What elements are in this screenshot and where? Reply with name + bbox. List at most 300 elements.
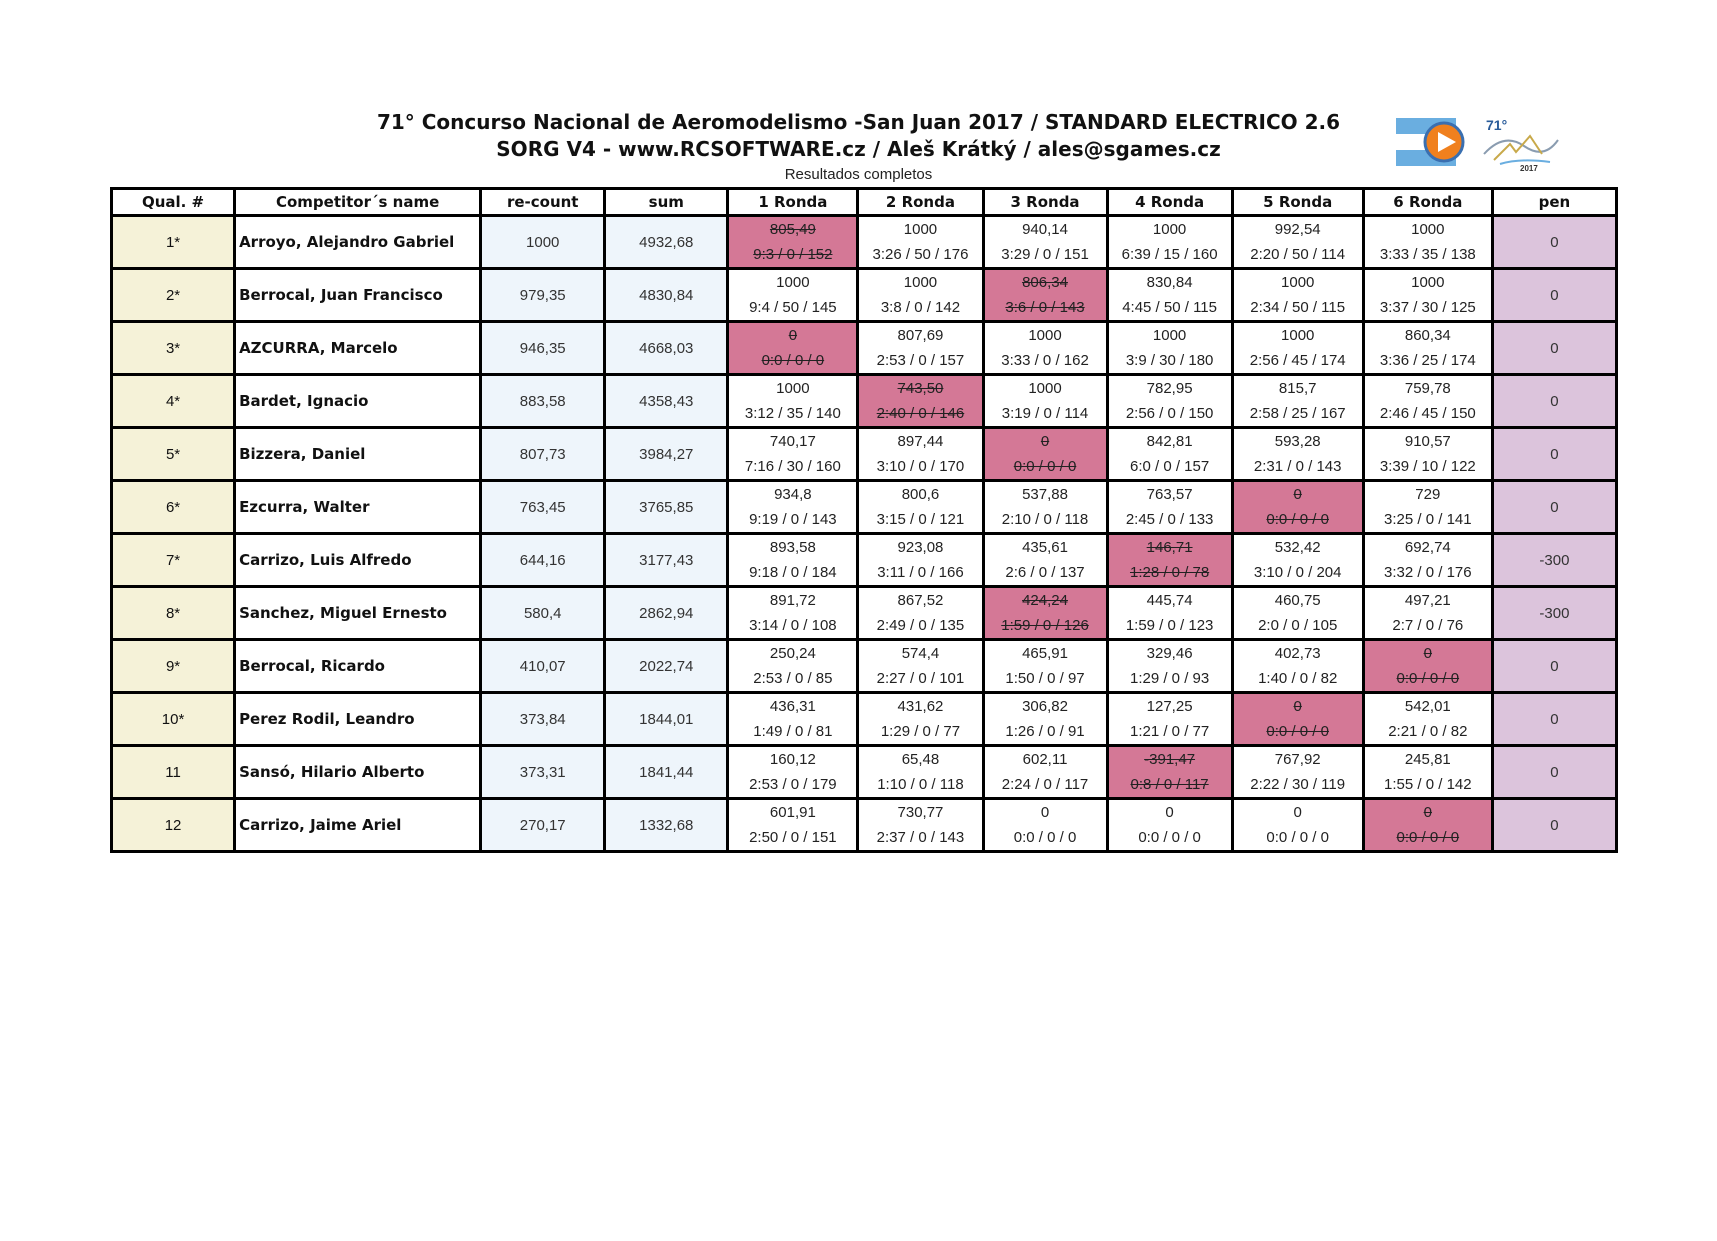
round-score: 992,54 [1274,221,1321,238]
round-score: 250,24 [769,645,816,662]
round-score: 0 [1040,804,1050,821]
round-detail: 0:0 / 0 / 0 [1396,670,1460,687]
recount-cell: 644,16 [481,534,605,587]
round-score: 1000 [1028,327,1062,344]
round-score: 431,62 [897,698,944,715]
sum-cell: 2862,94 [605,587,728,640]
round-5-cell [1232,269,1363,322]
sum-cell: 3984,27 [605,428,728,481]
round-score: 497,21 [1404,592,1451,609]
sum-cell: 3765,85 [605,481,728,534]
round-6-cell [1363,746,1492,799]
recount-cell: 410,07 [481,640,605,693]
round-score: 860,34 [1404,327,1451,344]
round-5-cell [1232,375,1363,428]
round-score: 1000 [1281,327,1315,344]
round-score: 807,69 [897,327,944,344]
competitor-name-cell: Ezcurra, Walter [235,481,481,534]
round-detail: 3:14 / 0 / 108 [749,617,837,634]
round-detail: 1:59 / 0 / 126 [1001,617,1089,634]
round-6-cell [1363,216,1492,269]
round-detail: 3:33 / 35 / 138 [1379,246,1476,263]
round-detail: 1:21 / 0 / 77 [1129,723,1210,740]
round-score: 806,34 [1022,274,1068,291]
round-3-cell [983,481,1107,534]
round-2-cell [858,481,983,534]
round-score: 830,84 [1146,274,1193,291]
round-detail: 2:7 / 0 / 76 [1392,617,1464,634]
round-4-cell [1107,640,1232,693]
round-detail: 2:6 / 0 / 137 [1005,564,1085,581]
round-score: 1000 [903,221,938,238]
sum-cell: 1844,01 [605,693,728,746]
competitor-name-cell: AZCURRA, Marcelo [235,322,481,375]
recount-cell: 1000 [481,216,605,269]
round-score: 1000 [903,274,938,291]
round-score: -391,47 [1144,751,1196,768]
penalty-cell: 0 [1492,693,1616,746]
contest-logo-number: 71° [1486,117,1508,133]
round-score: 729 [1415,486,1441,503]
round-6-cell [1363,693,1492,746]
round-3-cell [983,534,1107,587]
competitor-name-cell: Bardet, Ignacio [235,375,481,428]
qual-cell: 5* [112,428,235,481]
qual-cell: 6* [112,481,235,534]
round-score: 0 [1293,698,1302,715]
round-detail: 3:12 / 35 / 140 [744,405,841,422]
round-3-cell [983,799,1107,852]
round-score: 740,17 [769,433,816,450]
penalty-cell: 0 [1492,428,1616,481]
round-detail: 3:26 / 50 / 176 [872,246,969,263]
round-score: 542,01 [1404,698,1451,715]
round-detail: 3:10 / 0 / 170 [876,458,965,475]
round-detail: 3:15 / 0 / 121 [876,511,965,528]
round-detail: 7:16 / 30 / 160 [744,458,841,475]
round-detail: 0:0 / 0 / 0 [1266,723,1329,740]
round-2-cell [858,693,983,746]
round-2-cell [858,534,983,587]
table-header-row [112,189,1617,216]
round-detail: 2:50 / 0 / 151 [749,829,837,846]
round-detail: 1:55 / 0 / 142 [1384,776,1472,793]
round-detail: 0:0 / 0 / 0 [1396,829,1460,846]
table-row [112,269,1617,322]
competitor-name-cell: Berrocal, Juan Francisco [235,269,481,322]
round-detail: 2:10 / 0 / 118 [1001,511,1089,528]
round-detail: 1:50 / 0 / 97 [1005,670,1085,687]
round-score: 891,72 [769,592,816,609]
round-4-cell [1107,799,1232,852]
round-score: 867,52 [897,592,944,609]
round-score: 1000 [1411,274,1445,291]
round-detail: 3:11 / 0 / 166 [877,564,964,581]
column-header-pen: pen [1492,189,1616,216]
round-detail: 1:49 / 0 / 81 [753,723,833,740]
round-2-cell [858,322,983,375]
qual-cell: 12 [112,799,235,852]
qual-cell: 9* [112,640,235,693]
round-2-cell [858,428,983,481]
penalty-cell: 0 [1492,746,1616,799]
round-detail: 0:0 / 0 / 0 [1266,829,1329,846]
round-3-cell [983,375,1107,428]
round-score: 692,74 [1404,539,1451,556]
round-detail: 3:9 / 30 / 180 [1125,352,1214,369]
column-header-round-6: 6 Ronda [1363,189,1492,216]
results-body [112,216,1617,852]
round-score: 767,92 [1274,751,1321,768]
qual-cell: 3* [112,322,235,375]
round-detail: 2:40 / 0 / 146 [876,405,965,422]
round-3-cell [983,587,1107,640]
round-4-cell [1107,693,1232,746]
table-row [112,322,1617,375]
round-score: 897,44 [897,433,944,450]
competitor-name-cell: Carrizo, Luis Alfredo [235,534,481,587]
round-detail: 2:58 / 25 / 167 [1249,405,1346,422]
round-score: 759,78 [1404,380,1451,397]
penalty-cell: 0 [1492,799,1616,852]
round-6-cell [1363,375,1492,428]
round-detail: 0:8 / 0 / 117 [1130,776,1209,793]
qual-cell: 2* [112,269,235,322]
round-detail: 0:0 / 0 / 0 [1266,511,1329,528]
round-score: 0 [1040,433,1050,450]
round-detail: 2:27 / 0 / 101 [876,670,965,687]
round-score: 424,24 [1022,592,1068,609]
competitor-name-cell: Arroyo, Alejandro Gabriel [235,216,481,269]
round-score: 1000 [776,380,810,397]
round-1-cell [728,587,858,640]
round-5-cell [1232,693,1363,746]
round-score: 1000 [1281,274,1315,291]
competitor-name-cell: Bizzera, Daniel [235,428,481,481]
round-5-cell [1232,746,1363,799]
table-row [112,481,1617,534]
round-detail: 2:20 / 50 / 114 [1250,246,1346,263]
round-score: 402,73 [1274,645,1321,662]
round-2-cell [858,216,983,269]
round-2-cell [858,587,983,640]
round-score: 800,6 [901,486,940,503]
round-score: 0 [788,327,798,344]
sum-cell: 4932,68 [605,216,728,269]
penalty-cell: 0 [1492,375,1616,428]
round-detail: 2:56 / 45 / 174 [1249,352,1346,369]
round-detail: 1:40 / 0 / 82 [1258,670,1338,687]
recount-cell: 946,35 [481,322,605,375]
round-4-cell [1107,534,1232,587]
column-header-round-1: 1 Ronda [728,189,858,216]
qual-cell: 4* [112,375,235,428]
round-detail: 3:32 / 0 / 176 [1384,564,1472,581]
round-detail: 1:26 / 0 / 91 [1005,723,1085,740]
column-header-round-4: 4 Ronda [1107,189,1232,216]
round-detail: 1:10 / 0 / 118 [877,776,964,793]
round-detail: 2:22 / 30 / 119 [1250,776,1346,793]
round-detail: 2:53 / 0 / 157 [876,352,965,369]
round-1-cell [728,534,858,587]
round-4-cell [1107,481,1232,534]
round-3-cell [983,693,1107,746]
round-score: 460,75 [1274,592,1321,609]
round-2-cell [858,269,983,322]
round-5-cell [1232,640,1363,693]
round-score: 763,57 [1146,486,1193,503]
penalty-cell: 0 [1492,481,1616,534]
round-detail: 1:59 / 0 / 123 [1125,617,1214,634]
round-3-cell [983,640,1107,693]
round-score: 1000 [1028,380,1062,397]
round-detail: 3:33 / 0 / 162 [1001,352,1089,369]
round-5-cell [1232,481,1363,534]
round-6-cell [1363,799,1492,852]
recount-cell: 580,4 [481,587,605,640]
competitor-name-cell: Perez Rodil, Leandro [235,693,481,746]
round-detail: 9:4 / 50 / 145 [749,299,837,316]
round-1-cell [728,481,858,534]
round-5-cell [1232,534,1363,587]
column-header-round-3: 3 Ronda [983,189,1107,216]
round-score: 532,42 [1274,539,1321,556]
round-score: 940,14 [1022,221,1068,238]
sum-cell: 1332,68 [605,799,728,852]
sum-cell: 1841,44 [605,746,728,799]
round-score: 0 [1293,804,1302,821]
column-header-qual: Qual. # [112,189,235,216]
round-3-cell [983,322,1107,375]
round-6-cell [1363,322,1492,375]
round-detail: 2:46 / 45 / 150 [1379,405,1476,422]
round-score: 730,77 [897,804,944,821]
round-detail: 1:28 / 0 / 78 [1129,564,1210,581]
round-3-cell [983,269,1107,322]
table-row [112,428,1617,481]
round-score: 435,61 [1022,539,1068,556]
round-score: 923,08 [897,539,944,556]
round-5-cell [1232,428,1363,481]
qual-cell: 7* [112,534,235,587]
round-4-cell [1107,587,1232,640]
round-score: 465,91 [1022,645,1068,662]
round-4-cell [1107,746,1232,799]
round-detail: 3:39 / 10 / 122 [1379,458,1476,475]
round-score: 934,8 [774,486,812,503]
round-1-cell [728,216,858,269]
round-score: 593,28 [1274,433,1321,450]
round-5-cell [1232,587,1363,640]
table-row [112,640,1617,693]
round-1-cell [728,693,858,746]
round-detail: 0:0 / 0 / 0 [1138,829,1201,846]
document-title: 71° Concurso Nacional de Aeromodelismo -San Juan 2017 / STANDARD ELECTRICO 2.6 [376,110,1341,134]
table-row [112,746,1617,799]
round-score: 842,81 [1146,433,1193,450]
recount-cell: 270,17 [481,799,605,852]
round-3-cell [983,746,1107,799]
round-detail: 0:0 / 0 / 0 [1013,458,1077,475]
competitor-name-cell: Sanchez, Miguel Ernesto [235,587,481,640]
round-2-cell [858,375,983,428]
round-4-cell [1107,216,1232,269]
round-score: 1000 [1152,327,1187,344]
round-detail: 2:53 / 0 / 85 [753,670,833,687]
penalty-cell: -300 [1492,587,1616,640]
sum-cell: 4358,43 [605,375,728,428]
competitor-name-cell: Berrocal, Ricardo [235,640,481,693]
round-score: 0 [1165,804,1174,821]
column-header-name: Competitor´s name [235,189,481,216]
round-score: 743,50 [897,380,944,397]
table-row [112,375,1617,428]
round-score: 782,95 [1146,380,1193,397]
round-detail: 3:6 / 0 / 143 [1005,299,1085,316]
round-score: 1000 [1411,221,1445,238]
round-4-cell [1107,269,1232,322]
recount-cell: 807,73 [481,428,605,481]
round-1-cell [728,746,858,799]
table-row [112,587,1617,640]
penalty-cell: 0 [1492,322,1616,375]
round-6-cell [1363,587,1492,640]
penalty-cell: 0 [1492,269,1616,322]
penalty-cell: 0 [1492,640,1616,693]
contest-logo-year: 2017 [1520,164,1538,172]
round-1-cell [728,375,858,428]
round-detail: 3:8 / 0 / 142 [880,299,961,316]
round-5-cell [1232,216,1363,269]
round-5-cell [1232,322,1363,375]
round-3-cell [983,428,1107,481]
round-detail: 6:0 / 0 / 157 [1129,458,1210,475]
round-detail: 9:19 / 0 / 143 [749,511,837,528]
round-score: 1000 [1152,221,1187,238]
round-detail: 2:34 / 50 / 115 [1250,299,1346,316]
round-detail: 2:45 / 0 / 133 [1125,511,1214,528]
round-2-cell [858,640,983,693]
round-1-cell [728,428,858,481]
round-detail: 3:37 / 30 / 125 [1379,299,1476,316]
table-row [112,534,1617,587]
round-5-cell [1232,799,1363,852]
round-detail: 2:37 / 0 / 143 [876,829,965,846]
round-score: 160,12 [769,751,816,768]
round-6-cell [1363,534,1492,587]
round-detail: 2:56 / 0 / 150 [1125,405,1214,422]
contest-logo-icon [1480,114,1560,172]
round-detail: 2:24 / 0 / 117 [1001,776,1089,793]
round-score: 0 [1423,804,1432,821]
column-header-round-5: 5 Ronda [1232,189,1363,216]
round-4-cell [1107,428,1232,481]
round-detail: 1:29 / 0 / 93 [1129,670,1210,687]
round-score: 329,46 [1146,645,1193,662]
round-score: 146,71 [1146,539,1193,556]
round-2-cell [858,799,983,852]
round-4-cell [1107,322,1232,375]
recount-cell: 979,35 [481,269,605,322]
document-subtitle-software: SORG V4 - www.RCSOFTWARE.cz / Aleš Krátký / ales@sgames.cz [496,137,1221,161]
round-detail: 0:0 / 0 / 0 [761,352,825,369]
round-detail: 3:10 / 0 / 204 [1253,564,1342,581]
round-1-cell [728,640,858,693]
round-score: 602,11 [1022,751,1068,768]
qual-cell: 10* [112,693,235,746]
round-detail: 3:19 / 0 / 114 [1001,405,1089,422]
round-score: 805,49 [769,221,816,238]
round-score: 910,57 [1404,433,1451,450]
recount-cell: 883,58 [481,375,605,428]
column-header-round-2: 2 Ronda [858,189,983,216]
table-row [112,216,1617,269]
round-score: 893,58 [769,539,816,556]
competitor-name-cell: Carrizo, Jaime Ariel [235,799,481,852]
round-score: 127,25 [1146,698,1193,715]
round-3-cell [983,216,1107,269]
round-score: 245,81 [1404,751,1451,768]
round-score: 445,74 [1146,592,1193,609]
round-6-cell [1363,640,1492,693]
round-detail: 2:0 / 0 / 105 [1258,617,1338,634]
round-score: 815,7 [1278,380,1317,397]
sum-cell: 4830,84 [605,269,728,322]
round-score: 65,48 [901,751,940,768]
results-caption: Resultados completos [784,166,933,183]
column-header-recount: re-count [481,189,605,216]
recount-cell: 373,84 [481,693,605,746]
sum-cell: 4668,03 [605,322,728,375]
round-detail: 3:29 / 0 / 151 [1001,246,1089,263]
table-row [112,693,1617,746]
round-detail: 0:0 / 0 / 0 [1013,829,1077,846]
competitor-name-cell: Sansó, Hilario Alberto [235,746,481,799]
round-6-cell [1363,481,1492,534]
round-detail: 9:18 / 0 / 184 [749,564,837,581]
column-header-sum: sum [605,189,728,216]
round-score: 601,91 [769,804,816,821]
round-score: 574,4 [901,645,940,662]
round-detail: 4:45 / 50 / 115 [1122,299,1217,316]
round-detail: 3:25 / 0 / 141 [1384,511,1472,528]
round-score: 436,31 [769,698,816,715]
round-score: 306,82 [1022,698,1068,715]
round-1-cell [728,269,858,322]
round-6-cell [1363,269,1492,322]
round-detail: 2:31 / 0 / 143 [1253,458,1342,475]
table-row [112,799,1617,852]
round-score: 1000 [776,274,810,291]
qual-cell: 1* [112,216,235,269]
sum-cell: 2022,74 [605,640,728,693]
results-table [110,187,1618,853]
qual-cell: 11 [112,746,235,799]
penalty-cell: 0 [1492,216,1616,269]
round-detail: 3:36 / 25 / 174 [1379,352,1476,369]
recount-cell: 373,31 [481,746,605,799]
round-detail: 2:53 / 0 / 179 [749,776,837,793]
round-detail: 2:49 / 0 / 135 [876,617,965,634]
round-detail: 9:3 / 0 / 152 [753,246,833,263]
qual-cell: 8* [112,587,235,640]
round-1-cell [728,799,858,852]
sum-cell: 3177,43 [605,534,728,587]
round-score: 0 [1293,486,1302,503]
round-1-cell [728,322,858,375]
round-score: 537,88 [1022,486,1068,503]
round-6-cell [1363,428,1492,481]
